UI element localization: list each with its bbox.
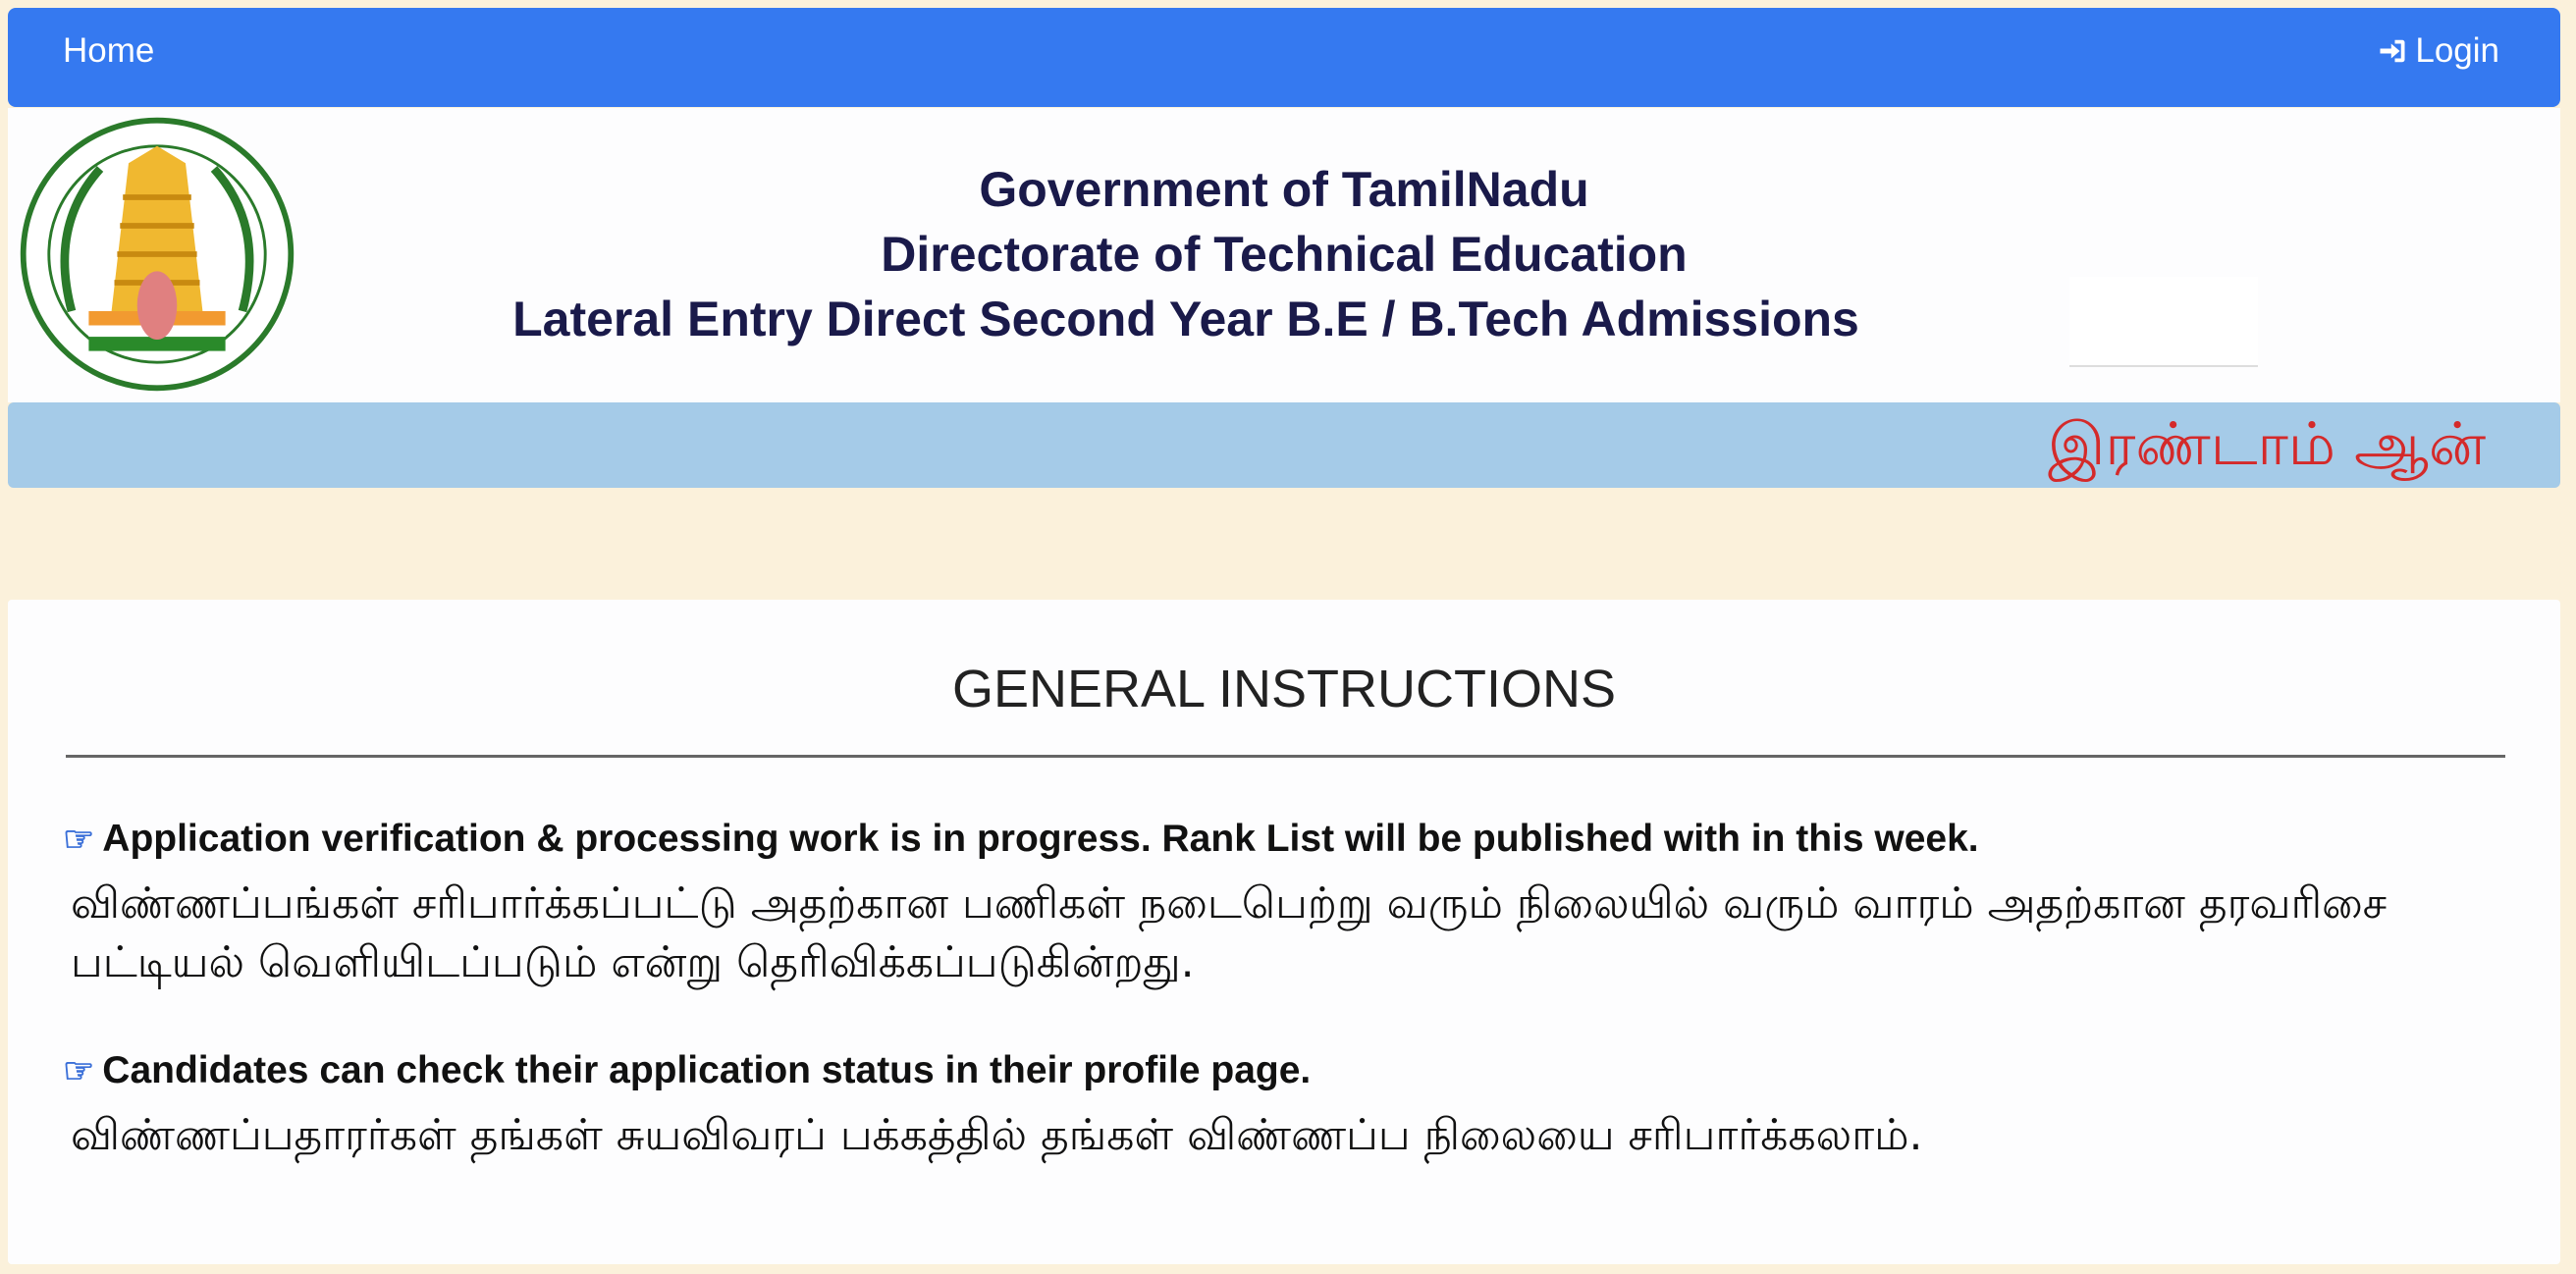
header-title-admissions: Lateral Entry Direct Second Year B.E / B.Tech Admissions — [512, 292, 1859, 346]
instruction-item — [63, 818, 2517, 992]
login-label: Login — [2415, 31, 2499, 70]
site-header — [8, 108, 2560, 402]
instruction-english: Candidates can check their application status in their profile page. — [102, 1049, 1312, 1091]
instruction-tamil: விண்ணப்பங்கள் சரிபார்க்கப்பட்டு அதற்கான பணிகள் நடைபெற்று வரும் நிலையில் வரும் வாரம் அதற்கான தரவரிசை பட்டியல் வெளியிடப்படும் என்று தெரிவிக்கப்படுகின்றது. — [71, 878, 2388, 987]
sign-in-icon — [2378, 36, 2407, 66]
general-instructions-card — [8, 600, 2560, 1264]
nav-login-link[interactable] — [2378, 31, 2499, 71]
instruction-english: Application verification & processing work is in progress. Rank List will be published with in this week. — [102, 818, 1979, 860]
nav-home-link[interactable]: Home — [63, 31, 155, 70]
announcement-text: இரண்டாம் ஆன் — [2048, 410, 2487, 479]
header-blank-box — [2069, 277, 2258, 367]
instruction-tamil: விண்ணப்பதாரர்கள் தங்கள் சுயவிவரப் பக்கத்தில் தங்கள் விண்ணப்ப நிலையை சரிபார்க்கலாம். — [71, 1110, 1923, 1160]
scrolling-announcement — [8, 402, 2560, 488]
instructions-heading: GENERAL INSTRUCTIONS — [951, 660, 1617, 718]
header-title-directorate: Directorate of Technical Education — [881, 227, 1688, 282]
divider — [66, 755, 2505, 758]
instruction-item — [63, 1049, 2517, 1165]
top-navbar — [8, 8, 2560, 107]
thumbs-up-hand-icon: ☞ — [63, 1050, 95, 1090]
header-title-government: Government of TamilNadu — [979, 162, 1589, 217]
thumbs-up-hand-icon: ☞ — [63, 819, 95, 859]
